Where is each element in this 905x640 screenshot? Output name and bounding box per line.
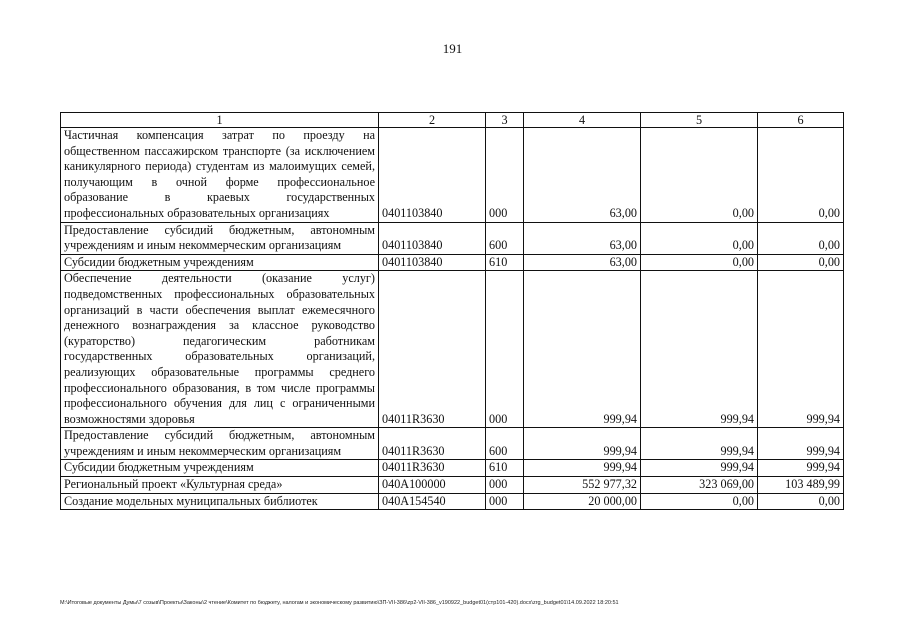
row-description: Предоставление субсидий бюджетным, автономным учреждениям и иным некоммерческим организациям: [61, 428, 379, 460]
amount-col6: 999,94: [758, 271, 844, 428]
column-header: 2: [379, 113, 486, 128]
amount-col6: 103 489,99: [758, 477, 844, 494]
table-row: [61, 222, 844, 254]
expense-type: 000: [486, 493, 524, 510]
target-code: 040A100000: [379, 477, 486, 494]
amount-col6: 999,94: [758, 460, 844, 477]
page-number: 191: [442, 41, 463, 56]
table-row: [61, 477, 844, 494]
column-header: 3: [486, 113, 524, 128]
expense-type: 610: [486, 460, 524, 477]
target-code: 0401103840: [379, 128, 486, 223]
amount-col4: 63,00: [524, 222, 641, 254]
amount-col4: 552 977,32: [524, 477, 641, 494]
amount-col4: 63,00: [524, 128, 641, 223]
amount-col5: 0,00: [641, 128, 758, 223]
expense-type: 600: [486, 222, 524, 254]
target-code: 040A154540: [379, 493, 486, 510]
amount-col5: 0,00: [641, 222, 758, 254]
column-header: 6: [758, 113, 844, 128]
table-row: [61, 128, 844, 223]
amount-col5: 0,00: [641, 254, 758, 271]
table-row: [61, 460, 844, 477]
target-code: 0401103840: [379, 254, 486, 271]
row-description: Предоставление субсидий бюджетным, автономным учреждениям и иным некоммерческим организациям: [61, 222, 379, 254]
expense-type: 610: [486, 254, 524, 271]
expense-type: 000: [486, 477, 524, 494]
amount-col6: 0,00: [758, 128, 844, 223]
column-header: 5: [641, 113, 758, 128]
expense-type: 000: [486, 271, 524, 428]
amount-col6: 0,00: [758, 493, 844, 510]
target-code: 04011R3630: [379, 428, 486, 460]
expense-type: 600: [486, 428, 524, 460]
amount-col4: 999,94: [524, 271, 641, 428]
row-description: Субсидии бюджетным учреждениям: [61, 254, 379, 271]
amount-col5: 323 069,00: [641, 477, 758, 494]
amount-col4: 999,94: [524, 428, 641, 460]
amount-col5: 999,94: [641, 460, 758, 477]
budget-table: [60, 112, 844, 510]
row-description: Создание модельных муниципальных библиотек: [61, 493, 379, 510]
row-description: Частичная компенсация затрат по проезду на общественном пассажирском транспорте (за исключением каникулярного периода) студентам из малоимущих семей, получающим в очной форме профессиональное образование в краевых государственных профессиональных образовательных организациях: [61, 128, 379, 223]
table-row: [61, 271, 844, 428]
amount-col5: 999,94: [641, 271, 758, 428]
table-row: [61, 428, 844, 460]
amount-col5: 0,00: [641, 493, 758, 510]
header-row: [61, 113, 844, 128]
row-description: Обеспечение деятельности (оказание услуг) подведомственных профессиональных образовательных организаций в части обеспечения выплат ежемесячного денежного вознаграждения за классное руководство (кураторство) педагогическим работникам государственных образовательных организаций, реализующих образовательные программы среднего профессионального образования, в том числе программы профессионального обучения для лиц с ограниченными возможностями здоровья: [61, 271, 379, 428]
column-header: 4: [524, 113, 641, 128]
column-header: 1: [61, 113, 379, 128]
document-file-path: M:\Итоговые документы Думы\7 созыв\Проекты\Законы\2 чтение\Комитет по бюджету, налогам и экономическому развитию\ЗП-VII-386\zp2-VII-386_v190922_budget01(стр101-420).docx\zrg_budget01\14.09.2022 18:20:51: [60, 600, 619, 606]
table-row: [61, 254, 844, 271]
target-code: 0401103840: [379, 222, 486, 254]
target-code: 04011R3630: [379, 460, 486, 477]
amount-col4: 20 000,00: [524, 493, 641, 510]
amount-col6: 0,00: [758, 254, 844, 271]
amount-col6: 999,94: [758, 428, 844, 460]
row-description: Региональный проект «Культурная среда»: [61, 477, 379, 494]
amount-col4: 999,94: [524, 460, 641, 477]
amount-col6: 0,00: [758, 222, 844, 254]
amount-col5: 999,94: [641, 428, 758, 460]
expense-type: 000: [486, 128, 524, 223]
row-description: Субсидии бюджетным учреждениям: [61, 460, 379, 477]
target-code: 04011R3630: [379, 271, 486, 428]
table-row: [61, 493, 844, 510]
amount-col4: 63,00: [524, 254, 641, 271]
